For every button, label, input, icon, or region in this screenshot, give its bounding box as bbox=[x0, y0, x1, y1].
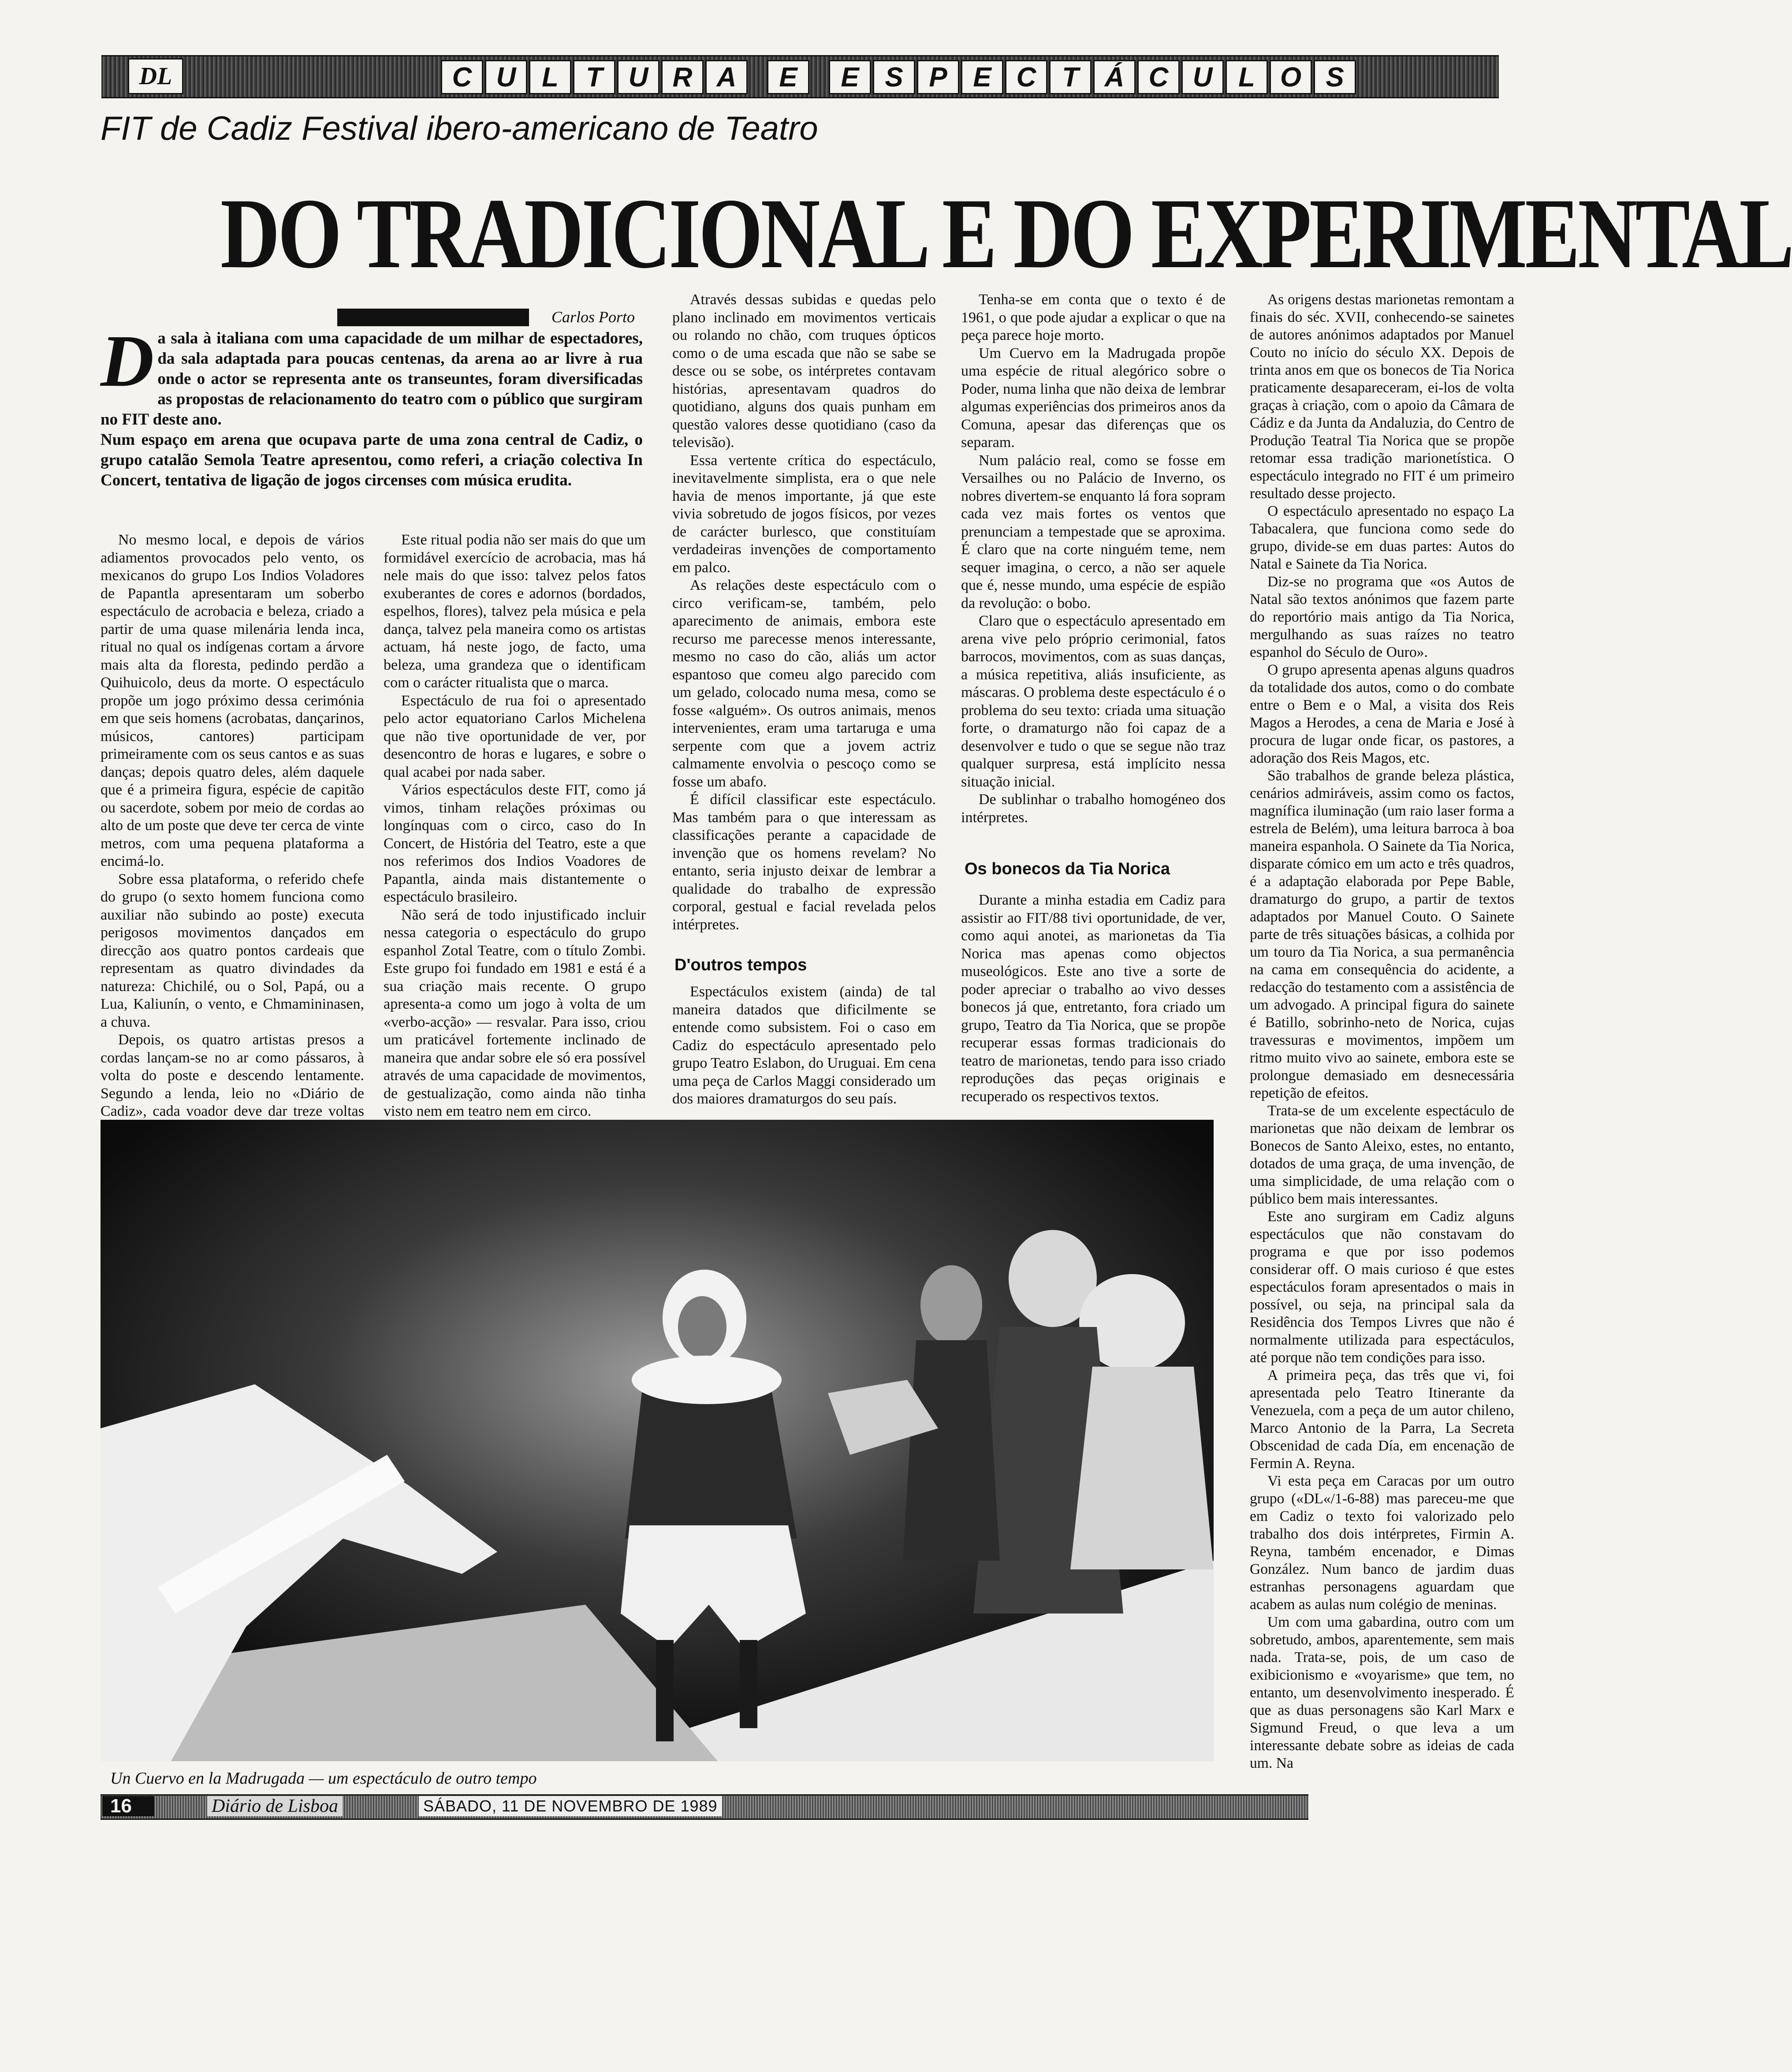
paragraph: Tenha-se em conta que o texto é de 1961, o que pode ajudar a explicar o que na peça parece hoje morto. bbox=[961, 291, 1226, 343]
banner-letter: C bbox=[1005, 60, 1047, 94]
page-number: 16 bbox=[102, 1796, 154, 1816]
lead-text: a sala à italiana com uma capacidade de um milhar de espectadores, da sala adaptada para poucas centenas, da arena ao ar livre à rua onde o actor se representa ante os transeuntes, foram diversificadas as propostas de relacionamento do teatro com o público que surgiram no FIT deste ano. bbox=[101, 329, 643, 429]
stage-photo bbox=[101, 1120, 1214, 1761]
issue-date: SÁBADO, 11 DE NOVEMBRO DE 1989 bbox=[419, 1796, 722, 1816]
byline: Carlos Porto bbox=[529, 308, 637, 326]
dl-logo: DL bbox=[128, 58, 183, 94]
banner-letter: T bbox=[1049, 60, 1092, 94]
paragraph: Essa vertente crítica do espectáculo, inevitavelmente simplista, era o que nele havia de menos importante, já que este vivia sobretudo de jogos físicos, por vezes de carácter burlesco, que constituíam verdadeiras invenções de comportamento em palco. bbox=[672, 452, 936, 576]
column-1 bbox=[101, 531, 364, 1119]
column-2 bbox=[384, 531, 646, 1119]
paragraph: Espectáculos existem (ainda) de tal maneira datados que dificilmente se entende como subsistem. Foi o caso em Cadiz do espectáculo apresentado pelo grupo Teatro Eslabon, do Uruguai. Em cena uma peça de Carlos Maggi considerado um dos maiores dramaturgos do seu país. bbox=[672, 984, 936, 1107]
banner-letter: C bbox=[441, 60, 483, 94]
paragraph: Num palácio real, como se fosse em Versailhes ou no Palácio de Inverno, os nobres divertem-se enquanto lá fora sopram cada vez mais fortes os ventos que prenunciam a tempestade que se aproxima. É claro que na corte ninguém teme, nem sequer imagina, o cerco, a não ser aquele que é, nesse mundo, uma espécie de espião da revolução: o bobo. bbox=[961, 452, 1226, 611]
banner-letter: U bbox=[617, 60, 659, 94]
column-3b bbox=[672, 983, 936, 1115]
banner-letter: E bbox=[829, 60, 871, 94]
paragraph: De sublinhar o trabalho homogéneo dos intérpretes. bbox=[961, 791, 1226, 826]
paragraph: Não será de todo injustificado incluir nessa categoria o espectáculo do grupo espanhol Zotal Teatre, com o título Zombi. Este grupo foi fundado em 1981 e está é a sua criação mais recente. O grupo apresenta-a como um jogo à volta de um «verbo-acção» — resvalar. Para isso, criou um praticável fortemente inclinado de maneira que andar sobre ele só era possível através de uma capacidade de movimentos, de gestualização, como ainda não tinha visto nem em teatro nem em circo. bbox=[384, 906, 646, 1119]
banner-letter: R bbox=[661, 60, 704, 94]
photo-caption: Un Cuervo en la Madrugada — um espectáculo de outro tempo bbox=[110, 1769, 537, 1788]
paragraph: Vi esta peça em Caracas por um outro grupo («DL«/1-6-88) mas pareceu-me que em Cadiz o texto foi valorizado pelo trabalho dos dois intérpretes, Firmin A. Reyna, também encenador, e Dimas González. Num banco de jardim duas estranhas personagens aguardam que acabem as aulas num colégio de meninas. bbox=[1250, 1473, 1514, 1613]
lead-text-2: Num espaço em arena que ocupava parte de uma zona central de Cadiz, o grupo catalão Semola Teatre apresentou, como referi, a criação colectiva In Concert, tentativa de ligação de jogos circenses com música erudita. bbox=[101, 431, 643, 489]
paragraph: Este ritual podia não ser mais do que um formidável exercício de acrobacia, mas há nele mais do que isso: talvez pelos fatos exuberantes de cores e adornos (bordados, espelhos, flores), talvez pela música e pela dança, talvez pela maneira como os artistas actuam, há neste jogo, de facto, uma beleza, uma grandeza que o identificam com o carácter ritualista que o marca. bbox=[384, 532, 646, 691]
banner-letter: L bbox=[1226, 60, 1268, 94]
paragraph: O espectáculo apresentado no espaço La Tabacalera, que funciona como sede do grupo, divide-se em duas partes: Autos do Natal e Sainete da Tia Norica. bbox=[1250, 503, 1514, 572]
paragraph: Este ano surgiram em Cadiz alguns espectáculos que não constavam do programa e que por isso podemos considerar off. O mais curioso é que estes espectáculos foram apresentados o mais in possível, ou seja, na principal sala da Residência dos Tempos Livres que não é normalmente utilizada para espectáculos, até porque não tem condições para isso. bbox=[1250, 1208, 1514, 1366]
banner-letter: L bbox=[529, 60, 571, 94]
subhead-bonecos: Os bonecos da Tia Norica bbox=[965, 860, 1170, 878]
paragraph: Diz-se no programa que «os Autos de Natal são textos anónimos que fazem parte do reportório mais antigo da Tia Norica, mergulhando as suas raízes no teatro espanhol do Século de Ouro». bbox=[1250, 574, 1514, 660]
banner-letter: P bbox=[917, 60, 959, 94]
banner-letter: E bbox=[961, 60, 1003, 94]
paragraph: É difícil classificar este espectáculo. Mas também para o que interessam as classificações perante a capacidade de invenção que os homens revelam? No entanto, seria injusto deixar de lembrar a qualidade do trabalho de expressão corporal, gestual e facial revelada pelos intérpretes. bbox=[672, 791, 936, 933]
banner-letter: C bbox=[1137, 60, 1180, 94]
drop-cap: D bbox=[101, 320, 154, 402]
banner-letter: E bbox=[767, 60, 809, 94]
paragraph: No mesmo local, e depois de vários adiamentos provocados pelo vento, os mexicanos do grupo Los Indios Voladores de Papantla apresentaram um soberbo espectáculo de acrobacia e beleza, criado a partir de uma quase milenária lenda inca, ritual no qual os indígenas cortam a árvore mais alta da floresta, pedindo perdão a Quihuicolo, deus da morte. O espectáculo propõe um jogo próximo dessa cerimónia em que seis homens (acrobatas, dançarinos, músicos, cantores) participam primeiramente com os seus cantos e as suas danças; depois quatro deles, além daquele que é a primeira figura, espécie de capitão ou sacerdote, sobem por meio de cordas ao alto de um poste que deve ter cerca de vinte metros, com uma pequena plataforma a encimá-lo. bbox=[101, 532, 364, 869]
paragraph: Depois, os quatro artistas presos a cordas lançam-se no ar como pássaros, à volta do poste e descendo lentamente. Segundo a lenda, leio no «Diário de Cadiz», cada voador deve dar treze voltas bbox=[101, 1032, 364, 1119]
column-5 bbox=[1250, 291, 1514, 1790]
lead-paragraph bbox=[101, 320, 643, 491]
banner-letter: Á bbox=[1093, 60, 1136, 94]
subhead-outros-tempos: D'outros tempos bbox=[674, 956, 807, 974]
paragraph: Trata-se de um excelente espectáculo de marionetas que não deixam de lembrar os Bonecos de Santo Aleixo, estes, no entanto, dotados de uma graça, de uma invenção, de uma simplicidade, de uma relação com o público bem mais interessantes. bbox=[1250, 1103, 1514, 1207]
banner-letter: U bbox=[1181, 60, 1224, 94]
banner-letter: T bbox=[573, 60, 615, 94]
festival-subtitle: FIT de Cadiz Festival ibero-americano de Teatro bbox=[101, 110, 818, 147]
paragraph: As relações deste espectáculo com o circo verificam-se, também, pelo aparecimento de animais, embora este recurso me parecesse menos interessante, mesmo no caso do cão, aliás um actor espantoso que comeu algo parecido com um gelado, colocado numa mesa, como se fosse «alguém». Os outros animais, menos intervenientes, eram uma tartaruga e uma serpente com que a jovem actriz calmamente envolvia o pescoço como se fosse um abafo. bbox=[672, 577, 936, 790]
paragraph: Sobre essa plataforma, o referido chefe do grupo (o sexto homem funciona como auxiliar não subindo ao poste) executa perigosos movimentos dançados em direcção aos quatro pontos cardeais que representam as quatro divindades da natureza: Chichilé, ou o Sol, Papá, ou a Lua, Kaliunín, o vento, e Chmamininasen, a chuva. bbox=[101, 871, 364, 1030]
stage-photo-image bbox=[101, 1120, 1214, 1761]
column-3 bbox=[672, 291, 936, 935]
paragraph: O grupo apresenta apenas alguns quadros da totalidade dos autos, como o do combate entre o Bem e o Mal, a visita dos Reis Magos a Herodes, a cena de Maria e José à procura de lugar onde ficar, os pastores, a adoração dos Reis Magos, etc. bbox=[1250, 662, 1514, 766]
paragraph: Através dessas subidas e quedas pelo plano inclinado em movimentos verticais ou rolando no chão, com truques ópticos como o de uma escada que não se sabe se desce ou se sobe, os intérpretes contavam histórias, apresentavam quadros do quotidiano, alguns dos quais punham em questão valores desse quotidiano (caso da televisão). bbox=[672, 291, 936, 451]
banner-letter: S bbox=[873, 60, 915, 94]
paragraph: Vários espectáculos deste FIT, como já vimos, tinham relações próximas ou longínquas com o circo, caso do In Concert, de História del Teatro, este a que nos referimos dos Indios Voadores de Papantla, ainda mais distantemente o espectáculo brasileiro. bbox=[384, 782, 646, 905]
banner-letter: S bbox=[1314, 60, 1356, 94]
column-4b bbox=[961, 891, 1226, 1112]
headline: DO TRADICIONAL E DO EXPERIMENTAL bbox=[220, 178, 1792, 289]
paragraph: São trabalhos de grande beleza plástica, cenários admiráveis, assim como os factos, magnífica iluminação (um raio laser forma a estrela de Belém), uma leitura barroca à boa maneira espanhola. O Sainete da Tia Norica, disparate cómico em um acto e três quadros, é a adaptação elaborada por Pepe Bable, dramaturgo do grupo, a partir de textos adaptados por Manuel Couto. O Sainete parte de três situações básicas, a colhida por um touro da Tia Norica, a sua permanência na cama em consequência do acidente, a redacção do testamento com a assistência de um advogado. A principal figura do sainete é Batillo, sobrinho-neto de Norica, cujas travessuras e movimentos, impõem um ritmo muito vivo ao sainete, embora este se prolongue demasiado em desnecessária repetição de efeitos. bbox=[1250, 768, 1514, 1101]
newspaper-name: Diário de Lisboa bbox=[207, 1796, 343, 1816]
paragraph: Durante a minha estadia em Cadiz para assistir ao FIT/88 tivi oportunidade, de ver, como aqui anotei, as marionetas da Tia Norica mas apenas como objectos museológicos. Este ano tive a sorte de poder apreciar o trabalho ao vivo desses bonecos já que, entretanto, fora criado um grupo, Teatro da Tia Norica, que se propõe recuperar essas formas tradicionais do teatro de marionetas, tendo para isso criado reproduções das peças originais e recuperado os respectivos textos. bbox=[961, 892, 1226, 1105]
paragraph: Espectáculo de rua foi o apresentado pelo actor equatoriano Carlos Michelena que não tive oportunidade de ver, por desencontro de horas e lugares, e sobre o qual acabei por nada saber. bbox=[384, 692, 646, 780]
paragraph: A primeira peça, das três que vi, foi apresentada pelo Teatro Itinerante da Venezuela, com a peça de um autor chileno, Marco Antonio de la Parra, La Secreta Obscenidad de cada Día, em encenação de Fermin A. Reyna. bbox=[1250, 1367, 1514, 1472]
paragraph: As origens destas marionetas remontam a finais do séc. XVII, conhecendo-se sainetes de autores anónimos adaptados por Manuel Couto no início do século XX. Depois de trinta anos em que os bonecos de Tia Norica praticamente desapareceram, ei-los de volta graças à criação, com o apoio da Câmara de Cádiz e da Junta da Andaluzia, do Centro de Produção Teatral Tia Norica que se propõe retomar essa tradição marionetística. O espectáculo integrado no FIT é um primeiro resultado desse projecto. bbox=[1250, 291, 1514, 502]
paragraph: Um com uma gabardina, outro com um sobretudo, ambos, aparentemente, sem mais nada. Trata-se, pois, de um caso de exibicionismo e «voyarisme» que tem, no entanto, um desenvolvimento inesperado. É que as duas personagens são Karl Marx e Sigmund Freud, o que leva a um interessante debate sobre as ideias de cada um. Na bbox=[1250, 1614, 1514, 1771]
banner-letter: O bbox=[1270, 60, 1312, 94]
column-4 bbox=[961, 291, 1226, 851]
banner-letter: U bbox=[485, 60, 527, 94]
paragraph: Claro que o espectáculo apresentado em arena vive pelo próprio cerimonial, fatos barrocos, movimentos, com as suas danças, a música repetitiva, aliás insuficiente, as máscaras. O problema deste espectáculo é o problema do seu texto: criada uma situação forte, o dramaturgo não foi capaz de a desenvolver e tudo o que se segue não traz qualquer surpresa, está implícito nessa situação inicial. bbox=[961, 613, 1226, 790]
paragraph: Um Cuervo em la Madrugada propõe uma espécie de ritual alegórico sobre o Poder, numa linha que não deixa de lembrar algumas experiências dos primeiros anos da Comuna, apesar das diferenças que os separam. bbox=[961, 345, 1226, 451]
banner-letter: A bbox=[705, 60, 748, 94]
